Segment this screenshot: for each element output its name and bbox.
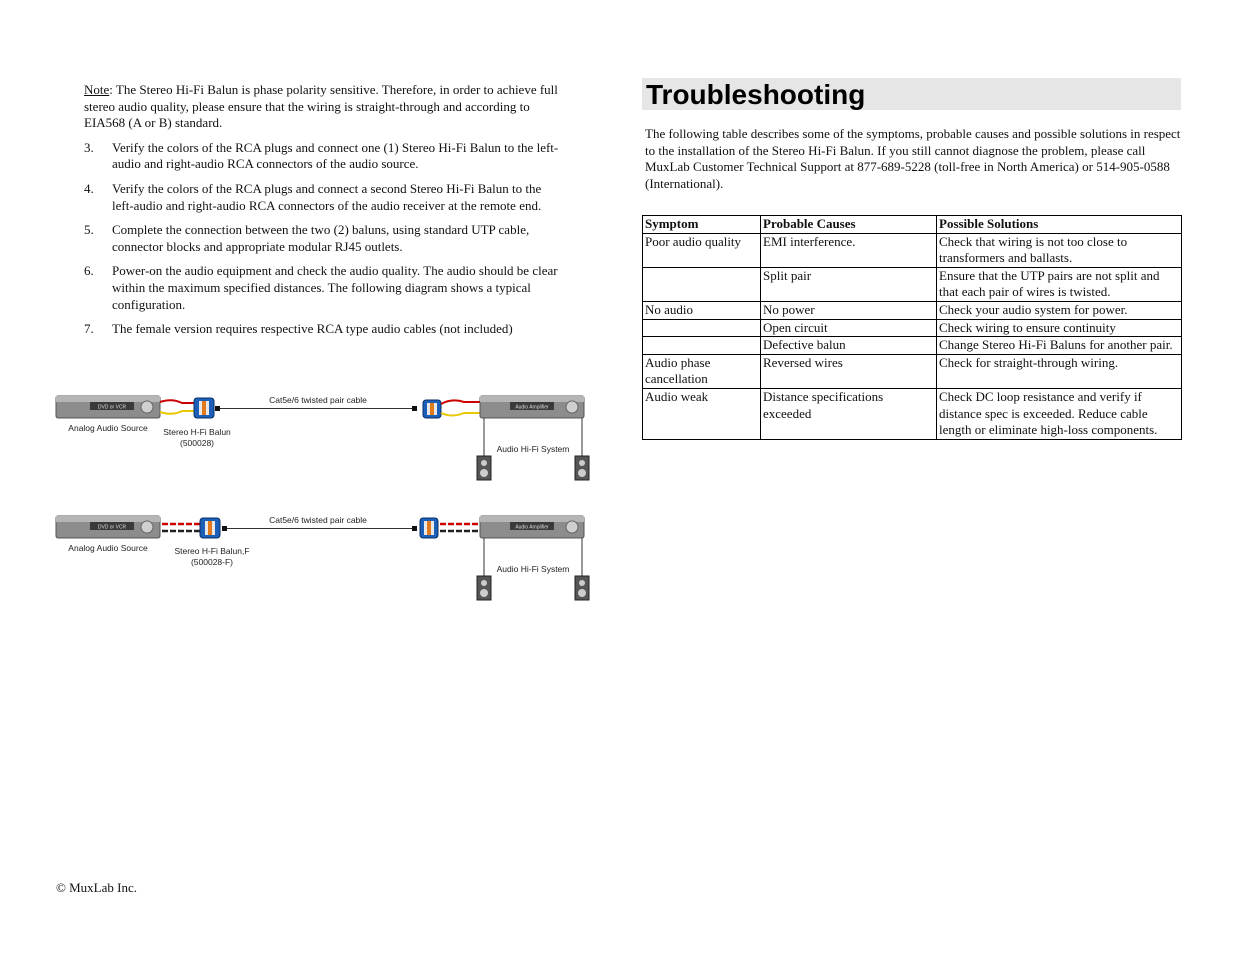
step-text: Complete the connection between the two (2) baluns, using standard UTP cable, connector blocks and appropriate modular RJ45 outlets.: [112, 222, 530, 254]
cell-symptom: Poor audio quality: [643, 233, 761, 267]
source-label: Analog Audio Source: [68, 543, 148, 553]
amplifier-device: [480, 396, 584, 418]
source-device-label: DVD or VCR: [97, 404, 127, 411]
connection-diagram-male: [52, 388, 597, 488]
cell-solution: Check your audio system for power.: [937, 301, 1182, 319]
balun-part: (500028): [179, 438, 215, 448]
left-column: [84, 82, 564, 346]
table-row: [643, 319, 1182, 337]
table-row: [643, 267, 1182, 301]
cell-symptom: No audio: [643, 301, 761, 319]
table-row: [643, 354, 1182, 388]
source-device-label: DVD or VCR: [97, 524, 127, 531]
steps-list: [84, 140, 564, 338]
balun-part: (500028-F): [190, 557, 234, 567]
speaker-icon: [575, 456, 589, 480]
balun-icon: [420, 518, 438, 538]
speaker-icon: [477, 576, 491, 600]
cell-symptom: [643, 267, 761, 301]
speaker-icon: [575, 576, 589, 600]
cell-cause: Distance specifications exceeded: [761, 388, 937, 439]
cell-solution: Ensure that the UTP pairs are not split and that each pair of wires is twisted.: [937, 267, 1182, 301]
connection-diagram-female: [52, 508, 597, 608]
source-device: [56, 516, 160, 538]
balun-icon: [194, 398, 214, 418]
balun-label: Stereo H-Fi Balun: [163, 427, 231, 437]
step-number: 7.: [84, 321, 94, 337]
cell-solution: Check DC loop resistance and verify if distance spec is exceeded. Reduce cable length or eliminate high-loss components.: [937, 388, 1182, 439]
header-symptom: Symptom: [643, 216, 761, 234]
step-number: 5.: [84, 222, 94, 238]
cell-solution: Check wiring to ensure continuity: [937, 319, 1182, 337]
cell-symptom: [643, 337, 761, 355]
step-text: Verify the colors of the RCA plugs and connect one (1) Stereo Hi-Fi Balun to the left-audio and right-audio RCA connectors of the audio source.: [112, 139, 559, 172]
cell-symptom: Audio weak: [643, 388, 761, 439]
cell-cause: Defective balun: [761, 337, 937, 355]
troubleshooting-table: [642, 215, 1182, 440]
step-text: Verify the colors of the RCA plugs and connect a second Stereo Hi-Fi Balun to the left-audio and right-audio RCA connectors of the audio receiver at the remote end.: [112, 180, 542, 213]
balun-icon: [423, 400, 441, 418]
table-row: [643, 301, 1182, 319]
source-label: Analog Audio Source: [68, 423, 148, 433]
cell-symptom: [643, 319, 761, 337]
list-item: [84, 321, 564, 338]
list-item: [84, 263, 564, 313]
speaker-icon: [477, 456, 491, 480]
page-title: Troubleshooting: [646, 79, 866, 110]
table-row: [643, 388, 1182, 439]
table-header-row: [643, 216, 1182, 234]
balun-icon: [200, 518, 220, 538]
cell-cause: Open circuit: [761, 319, 937, 337]
cell-solution: Change Stereo Hi-Fi Baluns for another pair.: [937, 337, 1182, 355]
list-item: [84, 222, 564, 255]
system-label: Audio Hi-Fi System: [496, 444, 570, 454]
cell-solution: Check that wiring is not too close to transformers and ballasts.: [937, 233, 1182, 267]
step-number: 4.: [84, 180, 94, 196]
header-solutions: Possible Solutions: [937, 216, 1182, 234]
note-paragraph: [84, 82, 564, 132]
cell-cause: Split pair: [761, 267, 937, 301]
intro-paragraph: The following table describes some of the symptoms, probable causes and possible solutions in respect to the installation of the Stereo Hi-Fi Balun. If you still cannot diagnose the problem, please call MuxLab Customer Technical Support at 877-689-5228 (toll-free in North America) or 514-905-0588 (International).: [645, 126, 1181, 191]
note-text: : The Stereo Hi-Fi Balun is phase polarity sensitive. Therefore, in order to achieve full stereo audio quality, please ensure that the wiring is straight-through and according to EIA568 (A or B) standard.: [84, 82, 558, 131]
cable-label: Cat5e/6 twisted pair cable: [269, 515, 367, 525]
step-text: Power-on the audio equipment and check the audio quality. The audio should be clear within the maximum specified distances. The following diagram shows a typical configuration.: [112, 263, 558, 312]
footer-copyright: © MuxLab Inc.: [56, 880, 137, 895]
header-causes: Probable Causes: [761, 216, 937, 234]
cell-cause: EMI interference.: [761, 233, 937, 267]
amp-device-label: Audio Amplifier: [515, 524, 549, 531]
cell-solution: Check for straight-through wiring.: [937, 354, 1182, 388]
amp-device-label: Audio Amplifier: [515, 404, 549, 411]
system-label: Audio Hi-Fi System: [496, 564, 570, 574]
list-item: [84, 140, 564, 173]
table-row: [643, 337, 1182, 355]
cell-cause: Reversed wires: [761, 354, 937, 388]
cell-cause: No power: [761, 301, 937, 319]
source-device: [56, 396, 160, 418]
list-item: [84, 181, 564, 214]
table-row: [643, 233, 1182, 267]
step-number: 6.: [84, 263, 94, 279]
cell-symptom: Audio phase cancellation: [643, 354, 761, 388]
cable-label: Cat5e/6 twisted pair cable: [269, 395, 367, 405]
amplifier-device: [480, 516, 584, 538]
note-label: Note: [84, 82, 110, 97]
step-number: 3.: [84, 139, 94, 155]
step-text: The female version requires respective RCA type audio cables (not included): [112, 321, 513, 337]
balun-label: Stereo H-Fi Balun,F: [174, 546, 250, 556]
